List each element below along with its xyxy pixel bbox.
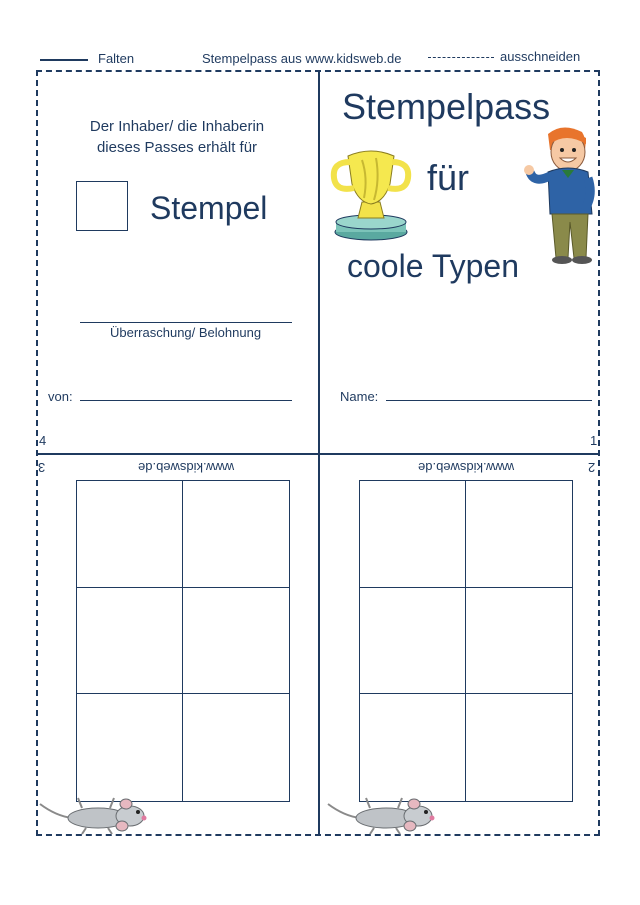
mouse-illustration-left (38, 794, 150, 836)
stamp-cell[interactable] (360, 694, 466, 801)
horizontal-fold-line (36, 453, 600, 455)
page-number-4: 4 (39, 433, 47, 448)
stamp-word: Stempel (150, 190, 268, 226)
cut-label: ausschneiden (500, 49, 581, 64)
mouse-illustration-right (326, 794, 438, 836)
name-label: Name: (340, 389, 379, 404)
cut-line-legend (428, 57, 494, 58)
page-number-2: 2 (588, 460, 596, 475)
stamp-cell[interactable] (466, 694, 572, 801)
stamp-cell[interactable] (77, 588, 183, 695)
stamp-count-box[interactable] (76, 181, 128, 231)
from-line[interactable] (80, 400, 292, 401)
fold-label: Falten (98, 51, 135, 66)
page3-site: www.kidsweb.de (138, 460, 235, 475)
reward-line[interactable] (80, 322, 292, 323)
site-label: Stempelpass aus www.kidsweb.de (202, 51, 402, 66)
intro-line-2: dieses Passes erhält für (96, 139, 258, 156)
trophy-icon (328, 148, 414, 242)
for-word: für (427, 157, 470, 198)
stamp-cell[interactable] (77, 481, 183, 588)
stamp-cell[interactable] (77, 694, 183, 801)
page-number-1: 1 (590, 433, 598, 448)
stamp-cell[interactable] (466, 588, 572, 695)
stamp-cell[interactable] (183, 694, 289, 801)
stamp-cell[interactable] (360, 588, 466, 695)
stamp-cell[interactable] (360, 481, 466, 588)
boy-illustration (522, 126, 598, 266)
reward-caption: Überraschung/ Belohnung (110, 325, 262, 340)
stamp-cell[interactable] (183, 481, 289, 588)
pass-title: Stempelpass (342, 86, 551, 127)
page2-site: www.kidsweb.de (418, 460, 515, 475)
fold-line-legend (40, 59, 88, 61)
name-line[interactable] (386, 400, 592, 401)
stamp-grid-page2 (359, 480, 573, 802)
stamp-cell[interactable] (466, 481, 572, 588)
stamp-cell[interactable] (183, 588, 289, 695)
stamp-grid-page3 (76, 480, 290, 802)
page-number-3: 3 (38, 460, 46, 475)
from-label: von: (48, 389, 73, 404)
pass-subtitle: coole Typen (347, 248, 519, 284)
intro-line-1: Der Inhaber/ die Inhaberin (89, 118, 265, 135)
intro-text (36, 116, 318, 158)
